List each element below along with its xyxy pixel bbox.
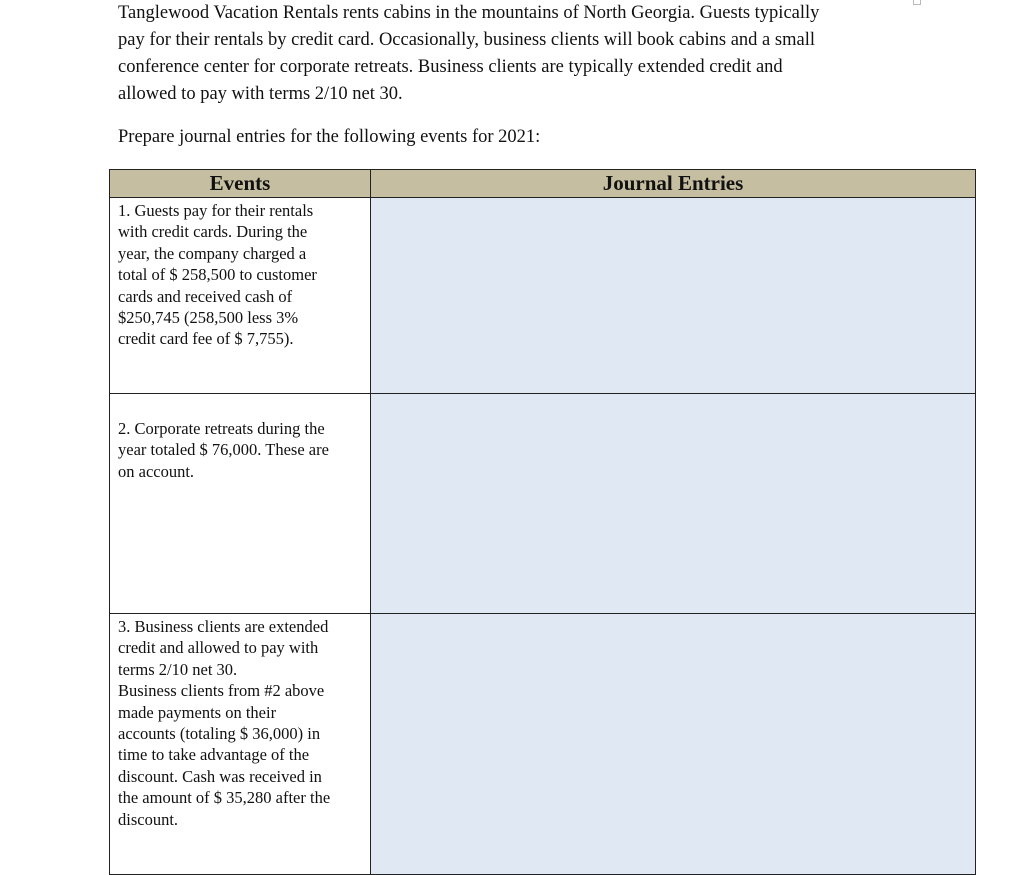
journal-entries-table [109,169,976,875]
event-text-line: $250,745 (258,500 less 3% [118,308,299,328]
table-header-row [110,170,976,198]
journal-entries-header: Journal Entries [371,170,976,198]
table-row [110,614,976,875]
event-text-line: made payments on their [118,702,277,722]
description-line: Tanglewood Vacation Rentals rents cabins in the mountains of North Georgia. Guests typically [118,3,820,23]
event-text-line: accounts (totaling $ 36,000) in [118,724,321,744]
event-text-line: time to take advantage of the [118,745,310,765]
event-text-line: credit card fee of $ 7,755). [118,329,294,349]
event-text-line: 2. Corporate retreats during the [118,419,325,438]
event-text-line: terms 2/10 net 30. [118,659,238,679]
event-cell-3 [110,614,371,875]
event-text-line: on account. [118,461,195,481]
event-text-line: total of $ 258,500 to customer [118,265,317,285]
event-text-line: cards and received cash of [118,286,293,306]
table-row [110,198,976,394]
event-text-line: discount. [118,809,179,829]
description-line: allowed to pay with terms 2/10 net 30. [118,84,403,104]
event-text-line: discount. Cash was received in [118,766,322,786]
event-cell-1 [110,198,371,394]
instruction-text: Prepare journal entries for the following events for 2021: [118,127,541,147]
event-text-line: Business clients from #2 above [118,681,325,701]
event-text-line: with credit cards. During the [118,222,308,242]
problem-description [118,0,918,108]
event-text-line: 1. Guests pay for their rentals [118,201,314,220]
journal-entry-cell-3[interactable] [371,614,976,875]
event-text-line: the amount of $ 35,280 after the [118,788,331,808]
event-text-line: year totaled $ 76,000. These are [118,440,329,460]
table-row [110,394,976,614]
description-line: conference center for corporate retreats. Business clients are typically extended credit and [118,57,783,77]
event-text-line: 3. Business clients are extended [118,617,329,636]
journal-entry-cell-2[interactable] [371,394,976,614]
event-cell-2 [110,394,371,614]
event-text-line: year, the company charged a [118,243,307,263]
description-line: pay for their rentals by credit card. Occasionally, business clients will book cabins and a small [118,30,815,50]
journal-entry-cell-1[interactable] [371,198,976,394]
event-text-line: credit and allowed to pay with [118,638,319,658]
events-header: Events [110,170,371,198]
